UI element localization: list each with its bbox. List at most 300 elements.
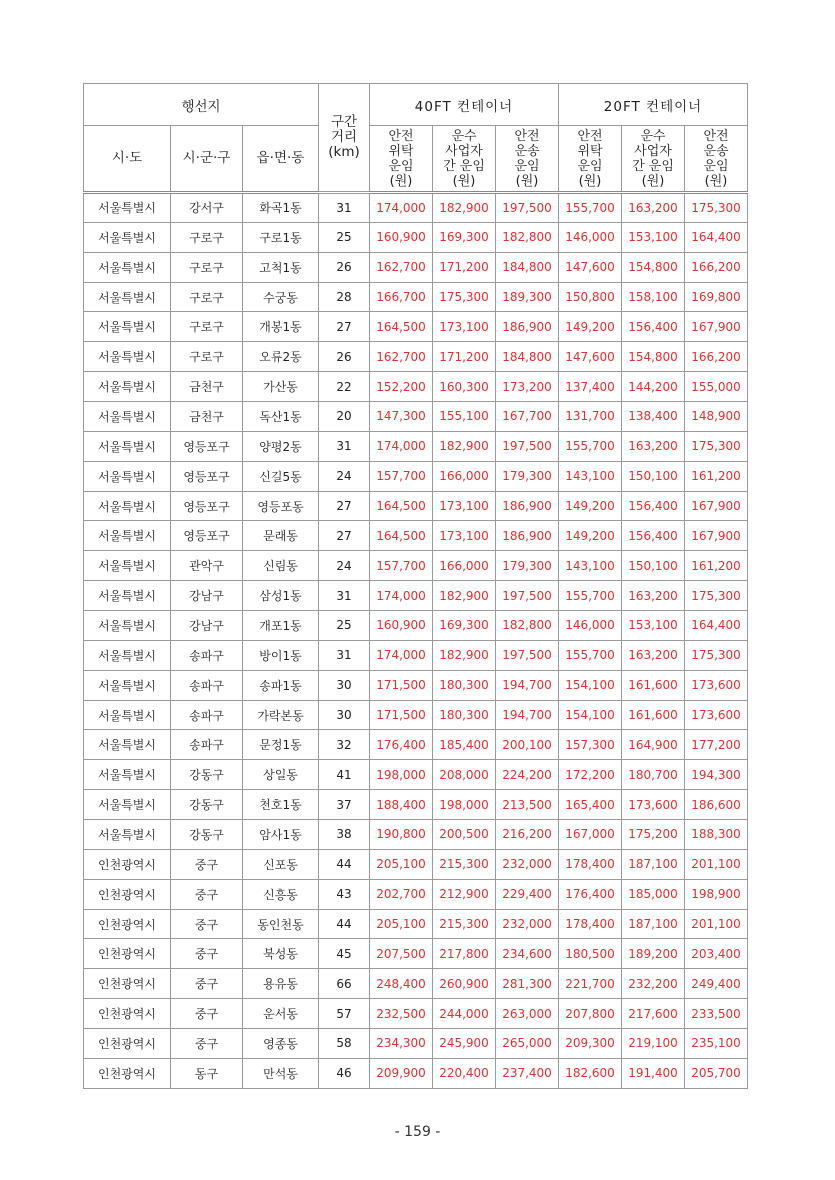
ft20-safe-transport-cell: 167,900 [685, 312, 748, 342]
ft20-safe-entrust-cell: 143,100 [559, 551, 622, 581]
table-row [84, 730, 748, 760]
table-row [84, 431, 748, 461]
ft40-carrier-cell: 173,100 [433, 521, 496, 551]
dong-cell: 독산1동 [243, 402, 319, 432]
dong-cell: 동인천동 [243, 909, 319, 939]
sido-cell: 서울특별시 [84, 640, 171, 670]
ft20-safe-transport-cell: 235,100 [685, 1029, 748, 1059]
sigungu-cell: 동구 [171, 1058, 243, 1088]
ft40-carrier-cell: 171,200 [433, 342, 496, 372]
ft40-carrier-cell: 173,100 [433, 491, 496, 521]
table-row [84, 611, 748, 641]
table-row [84, 820, 748, 850]
dong-cell: 송파1동 [243, 670, 319, 700]
ft20-carrier-cell: 163,200 [622, 431, 685, 461]
ft40-safe-entrust-cell: 162,700 [370, 342, 433, 372]
table-row [84, 909, 748, 939]
sigungu-cell: 중구 [171, 849, 243, 879]
sido-cell: 서울특별시 [84, 790, 171, 820]
ft40-safe-entrust-cell: 171,500 [370, 670, 433, 700]
distance-cell: 27 [319, 491, 370, 521]
ft40-safe-entrust-cell: 174,000 [370, 431, 433, 461]
distance-cell: 31 [319, 431, 370, 461]
dong-cell: 문래동 [243, 521, 319, 551]
table-row [84, 521, 748, 551]
sido-cell: 서울특별시 [84, 700, 171, 730]
table-row [84, 551, 748, 581]
ft20-safe-transport-cell: 166,200 [685, 252, 748, 282]
dong-cell: 신포동 [243, 849, 319, 879]
ft40-safe-entrust-cell: 157,700 [370, 551, 433, 581]
ft20-safe-transport-cell: 164,400 [685, 611, 748, 641]
sido-cell: 서울특별시 [84, 521, 171, 551]
ft40-carrier-cell: 200,500 [433, 820, 496, 850]
ft40-safe-entrust-cell: 174,000 [370, 640, 433, 670]
sigungu-cell: 구로구 [171, 222, 243, 252]
ft20-safe-transport-cell: 177,200 [685, 730, 748, 760]
ft20-safe-entrust-cell: 155,700 [559, 581, 622, 611]
ft20-safe-entrust-cell: 167,000 [559, 820, 622, 850]
table-row [84, 879, 748, 909]
ft20-carrier-cell: 164,900 [622, 730, 685, 760]
ft40-safe-transport-cell: 182,800 [496, 222, 559, 252]
eupmyeondong-header: 읍·면·동 [243, 126, 319, 193]
table-row [84, 849, 748, 879]
table-row [84, 969, 748, 999]
sigungu-cell: 영등포구 [171, 521, 243, 551]
ft20-carrier-cell: 158,100 [622, 282, 685, 312]
ft40-safe-entrust-cell: 248,400 [370, 969, 433, 999]
sigungu-cell: 송파구 [171, 700, 243, 730]
sido-cell: 서울특별시 [84, 760, 171, 790]
distance-cell: 31 [319, 193, 370, 223]
ft40-safe-transport-cell: 213,500 [496, 790, 559, 820]
sigungu-cell: 중구 [171, 909, 243, 939]
sido-cell: 서울특별시 [84, 193, 171, 223]
distance-cell: 24 [319, 551, 370, 581]
ft40-carrier-cell: 175,300 [433, 282, 496, 312]
sigungu-cell: 강남구 [171, 611, 243, 641]
ft40-carrier-cell: 212,900 [433, 879, 496, 909]
ft20-safe-entrust-cell: 149,200 [559, 491, 622, 521]
dong-cell: 가락본동 [243, 700, 319, 730]
ft20-safe-entrust-cell: 154,100 [559, 670, 622, 700]
destination-header: 행선지 [84, 84, 319, 126]
ft40-carrier-cell: 215,300 [433, 849, 496, 879]
sigungu-cell: 영등포구 [171, 461, 243, 491]
ft40-safe-entrust-cell: 232,500 [370, 999, 433, 1029]
ft40-safe-entrust-cell: 152,200 [370, 372, 433, 402]
distance-cell: 43 [319, 879, 370, 909]
ft20-safe-transport-cell: 249,400 [685, 969, 748, 999]
sigungu-cell: 송파구 [171, 730, 243, 760]
ft20-carrier-cell: 180,700 [622, 760, 685, 790]
ft40-safe-entrust-cell: 205,100 [370, 909, 433, 939]
ft20-safe-entrust-cell: 178,400 [559, 849, 622, 879]
ft40-carrier-cell: 215,300 [433, 909, 496, 939]
sigungu-cell: 송파구 [171, 640, 243, 670]
ft40-carrier-cell: 155,100 [433, 402, 496, 432]
dong-cell: 암사1동 [243, 820, 319, 850]
dong-cell: 상일동 [243, 760, 319, 790]
ft20-safe-entrust-cell: 221,700 [559, 969, 622, 999]
dong-cell: 운서동 [243, 999, 319, 1029]
ft40-safe-transport-cell: 232,000 [496, 909, 559, 939]
distance-cell: 58 [319, 1029, 370, 1059]
distance-cell: 30 [319, 700, 370, 730]
sigungu-cell: 구로구 [171, 312, 243, 342]
dong-cell: 개봉1동 [243, 312, 319, 342]
sido-cell: 인천광역시 [84, 879, 171, 909]
table-header [84, 84, 748, 193]
dong-cell: 문정1동 [243, 730, 319, 760]
ft40-safe-entrust-cell: 174,000 [370, 193, 433, 223]
ft20-carrier-cell: 153,100 [622, 222, 685, 252]
ft20-safe-transport-cell: 175,300 [685, 640, 748, 670]
ft40-safe-transport-cell: 189,300 [496, 282, 559, 312]
ft20-carrier-cell: 185,000 [622, 879, 685, 909]
ft20-safe-entrust-cell: 147,600 [559, 342, 622, 372]
ft20-carrier-cell: 175,200 [622, 820, 685, 850]
ft40-safe-transport-cell: 281,300 [496, 969, 559, 999]
dong-cell: 천호1동 [243, 790, 319, 820]
sido-cell: 서울특별시 [84, 611, 171, 641]
ft40-safe-transport-cell: 197,500 [496, 640, 559, 670]
sigungu-cell: 영등포구 [171, 431, 243, 461]
sigungu-cell: 중구 [171, 1029, 243, 1059]
table-row [84, 402, 748, 432]
ft40-safe-entrust-cell: 164,500 [370, 521, 433, 551]
sigungu-cell: 송파구 [171, 670, 243, 700]
ft40-safe-transport-cell: 184,800 [496, 342, 559, 372]
sido-cell: 인천광역시 [84, 849, 171, 879]
ft20-safe-entrust-cell: 176,400 [559, 879, 622, 909]
ft20-carrier-cell: 189,200 [622, 939, 685, 969]
table-row [84, 640, 748, 670]
ft20-carrier-cell: 156,400 [622, 491, 685, 521]
ft40-safe-entrust-cell: 157,700 [370, 461, 433, 491]
ft40-safe-entrust-cell: 164,500 [370, 491, 433, 521]
table-row [84, 252, 748, 282]
ft20-safe-entrust-cell: 157,300 [559, 730, 622, 760]
ft20-safe-entrust-cell: 209,300 [559, 1029, 622, 1059]
ft20-safe-transport-cell: 175,300 [685, 193, 748, 223]
ft40-safe-entrust-cell: 162,700 [370, 252, 433, 282]
dong-cell: 고척1동 [243, 252, 319, 282]
ft40-carrier-cell: 182,900 [433, 640, 496, 670]
table-row [84, 491, 748, 521]
ft40-safe-entrust-cell: 205,100 [370, 849, 433, 879]
ft20-carrier-cell: 144,200 [622, 372, 685, 402]
ft20-carrier-cell: 156,400 [622, 312, 685, 342]
sigungu-cell: 강동구 [171, 760, 243, 790]
ft40-carrier-cell: 245,900 [433, 1029, 496, 1059]
ft20-safe-transport-cell: 205,700 [685, 1058, 748, 1088]
sigungu-cell: 금천구 [171, 372, 243, 402]
table-row [84, 760, 748, 790]
sido-cell: 서울특별시 [84, 282, 171, 312]
ft40-safe-entrust-cell: 202,700 [370, 879, 433, 909]
dong-cell: 가산동 [243, 372, 319, 402]
table-row [84, 372, 748, 402]
distance-cell: 38 [319, 820, 370, 850]
sido-cell: 서울특별시 [84, 372, 171, 402]
sido-cell: 서울특별시 [84, 342, 171, 372]
distance-cell: 27 [319, 521, 370, 551]
ft20-safe-entrust-cell: 155,700 [559, 640, 622, 670]
ft40-safe-transport-cell: 229,400 [496, 879, 559, 909]
distance-cell: 57 [319, 999, 370, 1029]
ft40-safe-entrust-cell: 190,800 [370, 820, 433, 850]
ft20-carrier-cell: 163,200 [622, 581, 685, 611]
distance-cell: 31 [319, 640, 370, 670]
distance-cell: 30 [319, 670, 370, 700]
ft20-safe-transport-cell: 198,900 [685, 879, 748, 909]
dong-cell: 개포1동 [243, 611, 319, 641]
ft20-carrier-cell: 156,400 [622, 521, 685, 551]
sigungu-cell: 강동구 [171, 820, 243, 850]
ft40-safe-transport-cell: 167,700 [496, 402, 559, 432]
sigungu-cell: 강서구 [171, 193, 243, 223]
ft20-safe-transport-cell: 164,400 [685, 222, 748, 252]
ft20-carrier-cell: 153,100 [622, 611, 685, 641]
ft40-safe-transport-cell: 179,300 [496, 551, 559, 581]
dong-cell: 양평2동 [243, 431, 319, 461]
ft20-carrier-cell: 154,800 [622, 252, 685, 282]
ft40-carrier-cell: 166,000 [433, 461, 496, 491]
distance-cell: 20 [319, 402, 370, 432]
table-row [84, 670, 748, 700]
ft20-safe-transport-cell: 173,600 [685, 700, 748, 730]
dong-cell: 구로1동 [243, 222, 319, 252]
ft40-header: 40FT 컨테이너 [370, 84, 559, 126]
ft40-safe-entrust-cell: 176,400 [370, 730, 433, 760]
ft20-safe-entrust-cell: 207,800 [559, 999, 622, 1029]
sigungu-cell: 중구 [171, 999, 243, 1029]
ft40-safe-entrust-cell: 166,700 [370, 282, 433, 312]
dong-cell: 용유동 [243, 969, 319, 999]
table-row [84, 999, 748, 1029]
table-row [84, 222, 748, 252]
dong-cell: 만석동 [243, 1058, 319, 1088]
ft20-safe-transport-cell: 188,300 [685, 820, 748, 850]
table-row [84, 700, 748, 730]
page-number: - 159 - [394, 1124, 441, 1140]
ft20-safe-entrust-cell: 155,700 [559, 431, 622, 461]
distance-cell: 46 [319, 1058, 370, 1088]
ft40-carrier-cell: 244,000 [433, 999, 496, 1029]
ft40-safe-transport-cell: 224,200 [496, 760, 559, 790]
ft20-carrier-header: 운수 사업자 간 운임 (원) [622, 126, 685, 193]
ft20-safe-entrust-cell: 155,700 [559, 193, 622, 223]
distance-cell: 28 [319, 282, 370, 312]
ft40-safe-entrust-header: 안전 위탁 운임 (원) [370, 126, 433, 193]
sigungu-cell: 관악구 [171, 551, 243, 581]
ft40-carrier-cell: 169,300 [433, 222, 496, 252]
ft40-carrier-cell: 260,900 [433, 969, 496, 999]
ft20-carrier-cell: 161,600 [622, 700, 685, 730]
sido-cell: 서울특별시 [84, 820, 171, 850]
ft20-carrier-cell: 173,600 [622, 790, 685, 820]
ft40-safe-transport-cell: 232,000 [496, 849, 559, 879]
ft20-carrier-cell: 219,100 [622, 1029, 685, 1059]
ft20-safe-entrust-cell: 149,200 [559, 521, 622, 551]
distance-cell: 22 [319, 372, 370, 402]
sigungu-cell: 중구 [171, 879, 243, 909]
ft40-safe-transport-cell: 197,500 [496, 193, 559, 223]
ft20-safe-transport-cell: 148,900 [685, 402, 748, 432]
table-row [84, 1058, 748, 1088]
ft40-safe-transport-cell: 173,200 [496, 372, 559, 402]
ft40-safe-transport-header: 안전 운송 운임 (원) [496, 126, 559, 193]
sigungu-cell: 중구 [171, 969, 243, 999]
table-row [84, 1029, 748, 1059]
ft40-safe-transport-cell: 200,100 [496, 730, 559, 760]
ft20-safe-transport-cell: 166,200 [685, 342, 748, 372]
ft40-safe-entrust-cell: 160,900 [370, 222, 433, 252]
ft40-carrier-cell: 182,900 [433, 581, 496, 611]
table-row [84, 790, 748, 820]
table-row [84, 581, 748, 611]
sido-cell: 서울특별시 [84, 402, 171, 432]
ft20-safe-transport-cell: 167,900 [685, 521, 748, 551]
sigungu-cell: 강동구 [171, 790, 243, 820]
ft20-safe-transport-cell: 203,400 [685, 939, 748, 969]
dong-cell: 영종동 [243, 1029, 319, 1059]
dong-cell: 화곡1동 [243, 193, 319, 223]
ft40-carrier-cell: 185,400 [433, 730, 496, 760]
ft40-carrier-cell: 182,900 [433, 193, 496, 223]
ft40-safe-transport-cell: 234,600 [496, 939, 559, 969]
ft40-carrier-cell: 171,200 [433, 252, 496, 282]
ft20-safe-transport-cell: 194,300 [685, 760, 748, 790]
ft40-safe-entrust-cell: 234,300 [370, 1029, 433, 1059]
ft40-carrier-cell: 217,800 [433, 939, 496, 969]
distance-cell: 44 [319, 909, 370, 939]
ft20-safe-transport-cell: 201,100 [685, 909, 748, 939]
distance-cell: 26 [319, 342, 370, 372]
dong-cell: 삼성1동 [243, 581, 319, 611]
ft20-safe-entrust-cell: 131,700 [559, 402, 622, 432]
ft40-carrier-cell: 180,300 [433, 700, 496, 730]
distance-cell: 25 [319, 611, 370, 641]
distance-cell: 26 [319, 252, 370, 282]
ft40-safe-transport-cell: 194,700 [496, 700, 559, 730]
sigungu-cell: 강남구 [171, 581, 243, 611]
table-row [84, 342, 748, 372]
dong-cell: 북성동 [243, 939, 319, 969]
ft40-safe-entrust-cell: 174,000 [370, 581, 433, 611]
ft40-carrier-header: 운수 사업자 간 운임 (원) [433, 126, 496, 193]
sido-cell: 서울특별시 [84, 491, 171, 521]
ft20-safe-entrust-cell: 182,600 [559, 1058, 622, 1088]
ft20-safe-transport-header: 안전 운송 운임 (원) [685, 126, 748, 193]
ft20-carrier-cell: 150,100 [622, 551, 685, 581]
distance-cell: 66 [319, 969, 370, 999]
ft40-safe-entrust-cell: 207,500 [370, 939, 433, 969]
ft20-header: 20FT 컨테이너 [559, 84, 748, 126]
sido-cell: 서울특별시 [84, 222, 171, 252]
ft40-safe-transport-cell: 179,300 [496, 461, 559, 491]
ft20-safe-transport-cell: 201,100 [685, 849, 748, 879]
ft20-carrier-cell: 187,100 [622, 849, 685, 879]
ft20-safe-transport-cell: 155,000 [685, 372, 748, 402]
sigungu-cell: 구로구 [171, 342, 243, 372]
ft20-carrier-cell: 154,800 [622, 342, 685, 372]
sido-cell: 서울특별시 [84, 730, 171, 760]
table-row [84, 461, 748, 491]
ft20-carrier-cell: 191,400 [622, 1058, 685, 1088]
sigungu-cell: 금천구 [171, 402, 243, 432]
table-body [84, 193, 748, 1089]
dong-cell: 오류2동 [243, 342, 319, 372]
table-row [84, 939, 748, 969]
sido-cell: 인천광역시 [84, 909, 171, 939]
ft40-safe-transport-cell: 216,200 [496, 820, 559, 850]
dong-cell: 신림동 [243, 551, 319, 581]
ft20-carrier-cell: 150,100 [622, 461, 685, 491]
ft20-safe-transport-cell: 173,600 [685, 670, 748, 700]
ft40-carrier-cell: 169,300 [433, 611, 496, 641]
ft40-safe-entrust-cell: 188,400 [370, 790, 433, 820]
ft20-safe-entrust-cell: 137,400 [559, 372, 622, 402]
sido-cell: 서울특별시 [84, 670, 171, 700]
sigungu-cell: 영등포구 [171, 491, 243, 521]
ft40-safe-transport-cell: 265,000 [496, 1029, 559, 1059]
ft40-safe-transport-cell: 263,000 [496, 999, 559, 1029]
ft40-carrier-cell: 182,900 [433, 431, 496, 461]
ft20-safe-entrust-cell: 180,500 [559, 939, 622, 969]
ft40-carrier-cell: 220,400 [433, 1058, 496, 1088]
ft40-carrier-cell: 208,000 [433, 760, 496, 790]
ft20-safe-entrust-cell: 178,400 [559, 909, 622, 939]
dong-cell: 신흥동 [243, 879, 319, 909]
ft40-safe-transport-cell: 197,500 [496, 431, 559, 461]
ft20-safe-entrust-cell: 154,100 [559, 700, 622, 730]
ft40-safe-transport-cell: 186,900 [496, 521, 559, 551]
ft40-safe-transport-cell: 182,800 [496, 611, 559, 641]
ft20-carrier-cell: 217,600 [622, 999, 685, 1029]
ft20-safe-transport-cell: 161,200 [685, 461, 748, 491]
ft40-safe-transport-cell: 194,700 [496, 670, 559, 700]
sigungu-cell: 구로구 [171, 282, 243, 312]
distance-cell: 37 [319, 790, 370, 820]
sigungu-cell: 중구 [171, 939, 243, 969]
freight-rate-table [83, 83, 748, 1089]
ft40-safe-entrust-cell: 160,900 [370, 611, 433, 641]
sido-header: 시·도 [84, 126, 171, 193]
sido-cell: 인천광역시 [84, 999, 171, 1029]
ft40-safe-entrust-cell: 171,500 [370, 700, 433, 730]
ft40-carrier-cell: 166,000 [433, 551, 496, 581]
distance-cell: 24 [319, 461, 370, 491]
ft20-safe-entrust-header: 안전 위탁 운임 (원) [559, 126, 622, 193]
sido-cell: 서울특별시 [84, 252, 171, 282]
sido-cell: 인천광역시 [84, 1058, 171, 1088]
ft40-carrier-cell: 173,100 [433, 312, 496, 342]
ft20-safe-entrust-cell: 165,400 [559, 790, 622, 820]
dong-cell: 신길5동 [243, 461, 319, 491]
ft40-carrier-cell: 198,000 [433, 790, 496, 820]
ft40-safe-transport-cell: 184,800 [496, 252, 559, 282]
distance-cell: 25 [319, 222, 370, 252]
sido-cell: 서울특별시 [84, 551, 171, 581]
ft20-safe-transport-cell: 175,300 [685, 581, 748, 611]
dong-cell: 수궁동 [243, 282, 319, 312]
ft40-carrier-cell: 180,300 [433, 670, 496, 700]
ft20-safe-transport-cell: 169,800 [685, 282, 748, 312]
sido-cell: 인천광역시 [84, 939, 171, 969]
